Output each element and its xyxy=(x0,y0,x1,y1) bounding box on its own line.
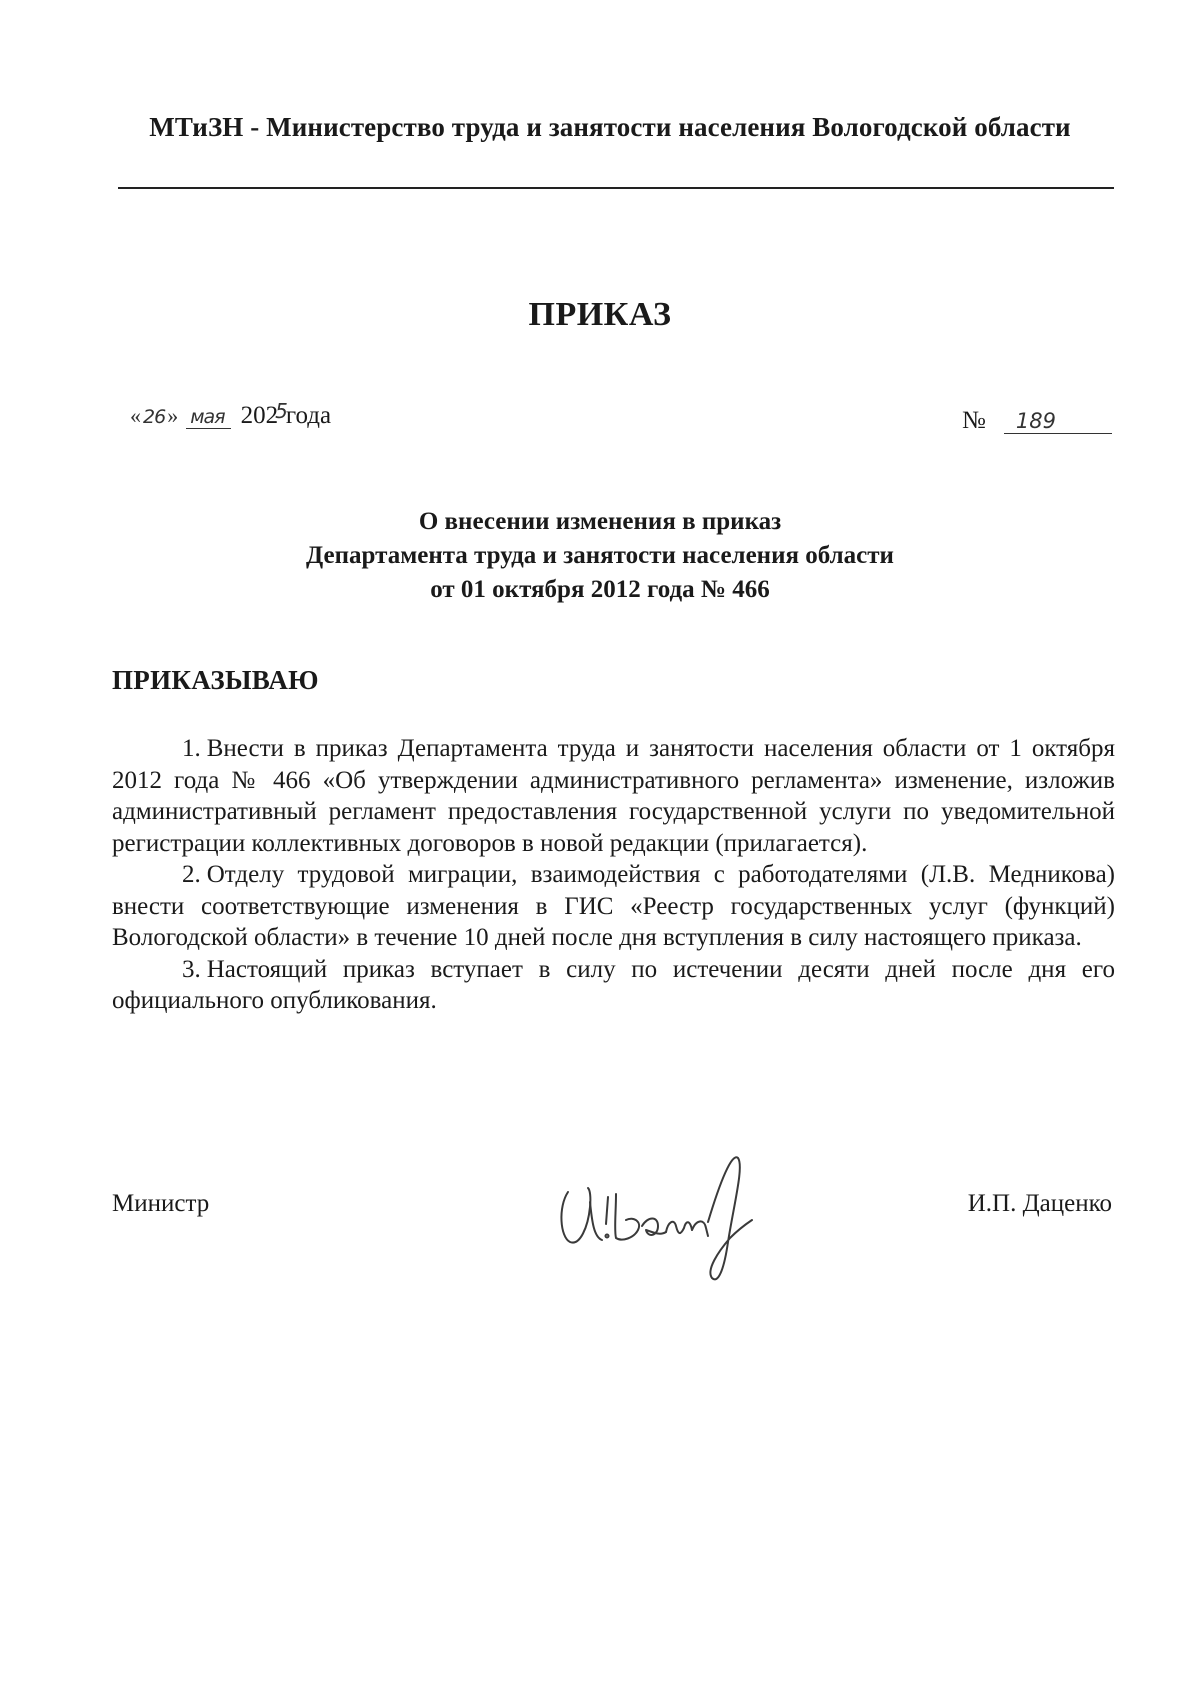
date-day-handwritten: 26 xyxy=(143,406,166,428)
organization-header: МТиЗН - Министерство труда и занятости населения Вологодской области xyxy=(149,112,1071,142)
subject-line: Департамента труда и занятости населения области xyxy=(306,542,894,569)
paragraph-number: 3. xyxy=(182,955,201,983)
handwritten-signature xyxy=(550,1112,780,1287)
paragraph-text: Настоящий приказ вступает в силу по истечении десяти дней после дня его официального опубликования. xyxy=(112,955,1115,1014)
document-number xyxy=(962,407,1112,435)
document-type-title: ПРИКАЗ xyxy=(528,296,672,333)
subject-line: от 01 октября 2012 года № 466 xyxy=(430,576,770,603)
date-year-printed: 202 xyxy=(240,402,279,429)
number-label: № xyxy=(962,407,986,434)
order-paragraph xyxy=(112,954,1115,1017)
date-month-handwritten: мая xyxy=(186,406,230,429)
document-subject xyxy=(150,505,1050,607)
paragraph-text: Отделу трудовой миграции, взаимодействия с работодателями (Л.В. Медникова) внести соответствующие изменения в ГИС «Реестр государственных услуг (функций) Вологодской области» в течение 10 дней после дня вступления в силу настоящего приказа. xyxy=(112,861,1115,951)
order-body xyxy=(112,733,1115,1017)
date-year-handwritten: 5 xyxy=(275,399,288,423)
signature-block xyxy=(112,1170,1112,1320)
paragraph-number: 2. xyxy=(182,861,201,888)
date-open-quote: « xyxy=(130,403,141,428)
subject-line: О внесении изменения в приказ xyxy=(418,508,782,535)
number-value-handwritten: 189 xyxy=(1004,409,1112,434)
date-year-suffix: года xyxy=(285,402,332,429)
header-divider xyxy=(118,187,1114,189)
date-close-quote: » xyxy=(167,403,179,428)
document-date xyxy=(130,399,332,430)
order-paragraph xyxy=(112,733,1115,859)
order-paragraph xyxy=(112,859,1115,954)
order-directive: ПРИКАЗЫВАЮ xyxy=(112,665,319,695)
signatory-title: Министр xyxy=(112,1190,210,1217)
paragraph-text: Внести в приказ Департамента труда и занятости населения области от 1 октября 2012 года № 466 «Об утверждении административного регламента» изменение, изложив административный регламент предоставления государственной услуги по уведомительной регистрации коллективных договоров в новой редакции (прилагается). xyxy=(112,735,1115,857)
paragraph-number: 1. xyxy=(182,735,201,762)
signatory-name: И.П. Даценко xyxy=(967,1190,1112,1217)
